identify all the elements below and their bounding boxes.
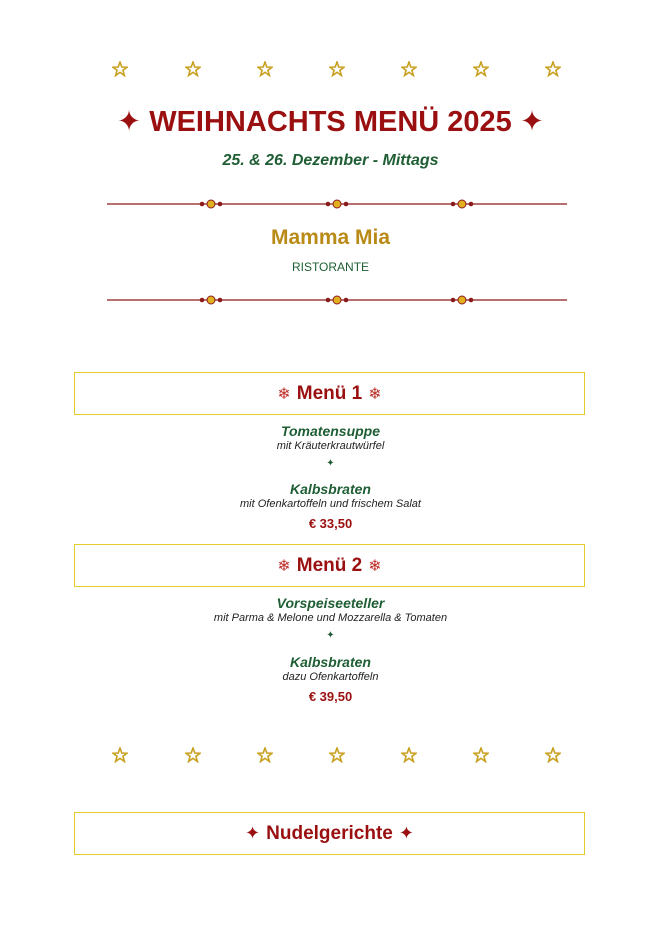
- course-description: dazu Ofenkartoffeln: [282, 671, 379, 683]
- snowflake-icon: ❄: [277, 385, 291, 403]
- snowflake-icon: ❄: [277, 557, 291, 575]
- menu-1-course-2: [0, 481, 661, 510]
- star-icon: [185, 61, 201, 77]
- course-name: Vorspeiseeteller: [276, 595, 385, 611]
- menu-1-header: [74, 372, 585, 415]
- ornament-divider: [107, 294, 567, 306]
- star-icon: [257, 747, 273, 763]
- star-icon: [329, 61, 345, 77]
- course-name: Tomatensuppe: [280, 423, 381, 439]
- menu-2-course-2: [0, 654, 661, 683]
- restaurant-type: RISTORANTE: [291, 260, 370, 274]
- course-name: Kalbsbraten: [290, 654, 371, 670]
- menu-1-title: Menü 1: [296, 382, 363, 404]
- star-icon: [401, 61, 417, 77]
- star-icon: [257, 61, 273, 77]
- snowflake-icon: ❄: [368, 385, 382, 403]
- menu-2-title: Menü 2: [296, 554, 363, 576]
- star-icon: [545, 747, 561, 763]
- sparkle-icon: ✦: [398, 823, 414, 843]
- star-row-bottom: [0, 747, 661, 767]
- sparkle-icon: ✦: [326, 458, 335, 469]
- course-name: Kalbsbraten: [290, 481, 371, 497]
- star-icon: [401, 747, 417, 763]
- section-title: Nudelgerichte: [266, 822, 393, 844]
- menu-2-course-1: [0, 595, 661, 624]
- date-subtitle: 25. & 26. Dezember - Mittags: [222, 152, 439, 169]
- star-icon: [473, 747, 489, 763]
- star-icon: [473, 61, 489, 77]
- ornament-divider: [107, 198, 567, 210]
- star-icon: [185, 747, 201, 763]
- snowflake-icon: ❄: [368, 557, 382, 575]
- menu-2-price: € 39,50: [308, 689, 353, 704]
- star-icon: [112, 61, 128, 77]
- section-nudelgerichte-header: [74, 812, 585, 855]
- course-description: mit Kräuterkrautwürfel: [276, 440, 385, 452]
- star-row-top: [0, 61, 661, 81]
- menu-1-price: € 33,50: [308, 516, 353, 531]
- star-icon: [112, 747, 128, 763]
- sparkle-icon: ✦: [245, 823, 261, 843]
- menu-1-course-1: [0, 423, 661, 452]
- star-icon: [329, 747, 345, 763]
- sparkle-icon: ✦: [326, 630, 335, 641]
- course-description: mit Ofenkartoffeln und frischem Salat: [240, 498, 421, 510]
- restaurant-name: Mamma Mia: [270, 226, 391, 249]
- page-title: ✦ WEIHNACHTS MENÜ 2025 ✦: [116, 106, 545, 138]
- course-description: mit Parma & Melone und Mozzarella & Tomaten: [213, 612, 448, 624]
- menu-2-header: [74, 544, 585, 587]
- star-icon: [545, 61, 561, 77]
